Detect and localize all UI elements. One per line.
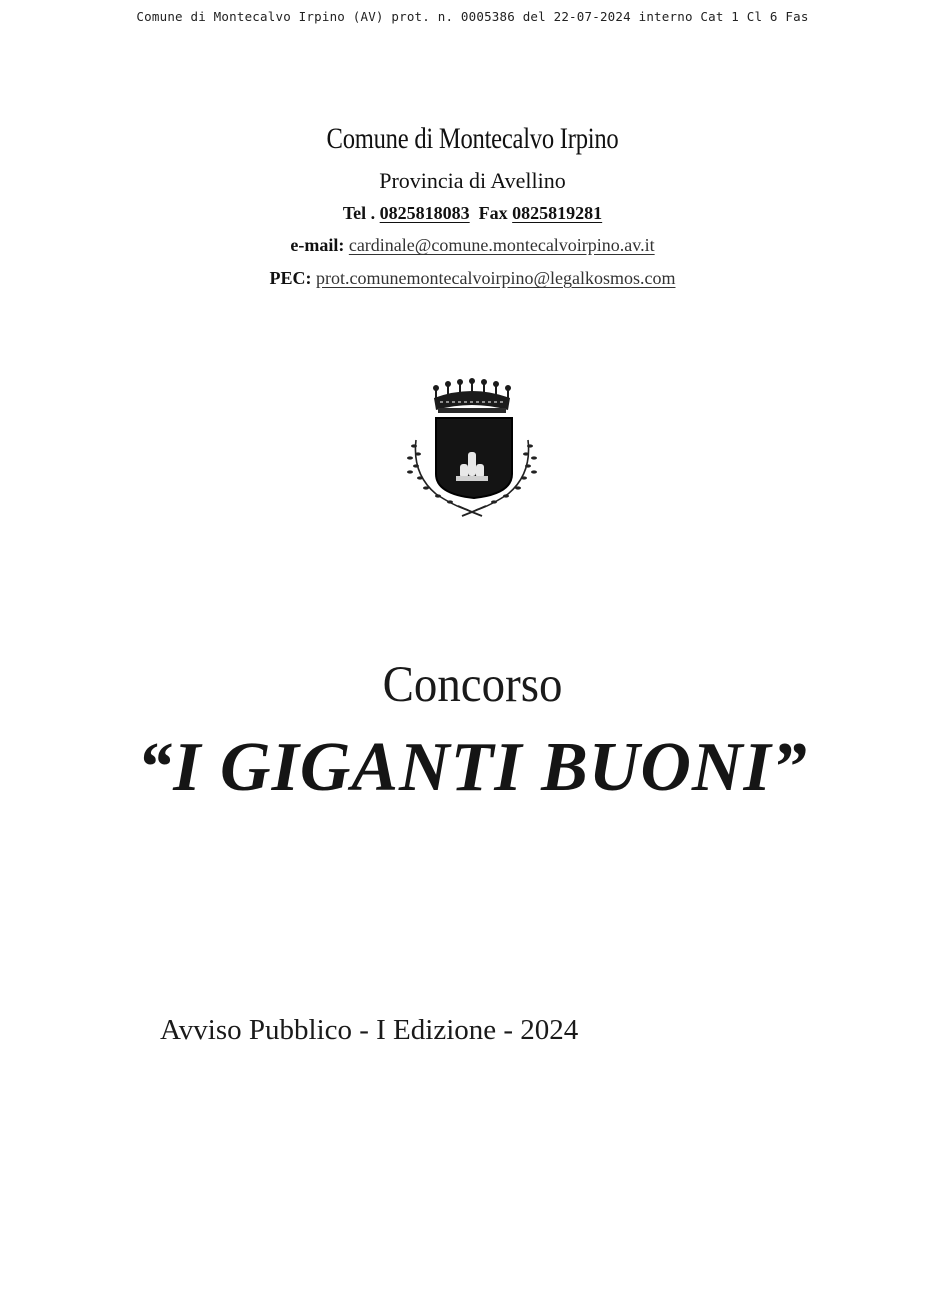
- contest-name: “I GIGANTI BUONI”: [137, 729, 808, 806]
- phone-fax-line: [0, 203, 945, 224]
- contest-heading: Concorso: [382, 657, 563, 713]
- ribbon-icon: [458, 506, 486, 516]
- fax-label: Fax: [478, 203, 508, 223]
- crown-icon: [433, 378, 511, 413]
- email-label: e-mail:: [290, 235, 345, 255]
- pec-line: [0, 268, 945, 289]
- coat-of-arms-icon: [396, 374, 548, 522]
- pec-label: PEC:: [269, 268, 312, 288]
- protocol-stamp: Comune di Montecalvo Irpino (AV) prot. n. 0005386 del 22-07-2024 interno Cat 1 Cl 6 Fas: [136, 9, 809, 24]
- public-notice-line: Avviso Pubblico - I Edizione - 2024: [160, 1014, 579, 1046]
- tel-number: 0825818083: [379, 203, 470, 223]
- municipality-name: Comune di Montecalvo Irpino: [326, 122, 619, 155]
- pec-link[interactable]: prot.comunemontecalvoirpino@legalkosmos.com: [316, 268, 676, 288]
- province-name: Provincia di Avellino: [379, 168, 566, 193]
- tel-label: Tel .: [342, 203, 376, 223]
- email-link[interactable]: cardinale@comune.montecalvoirpino.av.it: [348, 235, 655, 255]
- email-line: [0, 235, 945, 256]
- fax-number: 0825819281: [512, 203, 603, 223]
